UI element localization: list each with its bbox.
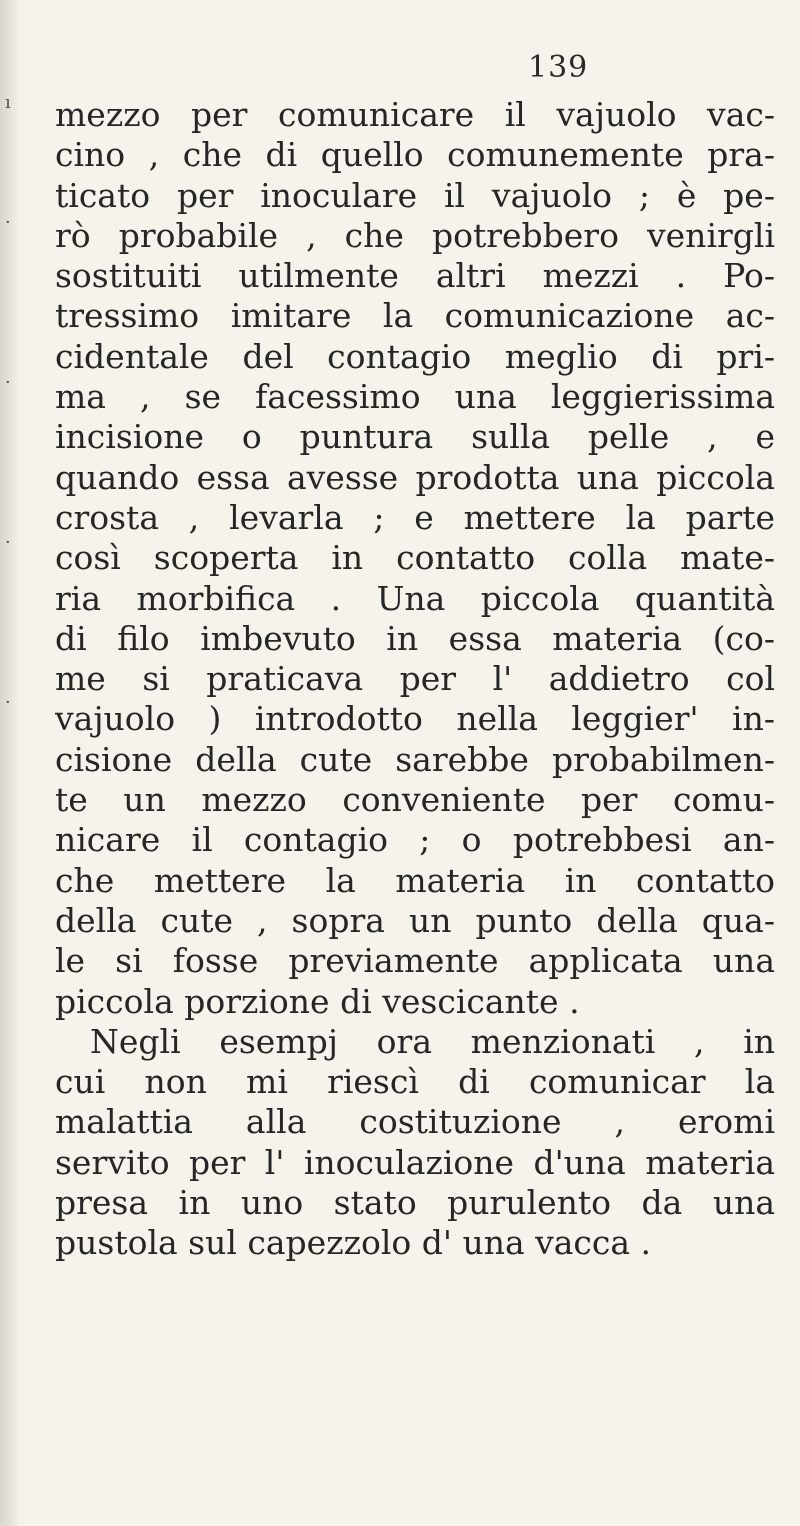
text-line: di filo imbevuto in essa materia (co- — [55, 618, 775, 658]
text-line: vajuolo ) introdotto nella leggier' in- — [55, 699, 775, 739]
text-line: tressimo imitare la comunicazione ac- — [55, 296, 775, 336]
text-line: cidentale del contagio meglio di pri- — [55, 336, 775, 376]
margin-mark: · — [5, 692, 11, 713]
margin-mark: · — [5, 212, 11, 233]
text-line: piccola porzione di vescicante . — [55, 981, 580, 1021]
page-number: 139 — [528, 50, 589, 85]
text-line: le si fosse previamente applicata una — [55, 941, 775, 981]
text-line: ria morbifica . Una piccola quantità — [55, 578, 775, 618]
text-line: me si praticava per l' addietro col — [55, 659, 775, 699]
text-line: incisione o puntura sulla pelle , e — [55, 417, 775, 457]
text-line: che mettere la materia in contatto — [55, 860, 775, 900]
text-line: della cute , sopra un punto della qua- — [55, 900, 775, 940]
text-line: cino , che di quello comunemente pra- — [55, 135, 775, 175]
text-line: servito per l' inoculazione d'una materia — [55, 1142, 775, 1182]
text-line: cui non mi riescì di comunicar la — [55, 1062, 775, 1102]
margin-mark: · — [5, 372, 11, 393]
text-line: Negli esempj ora menzionati , in — [90, 1021, 775, 1061]
body-text — [55, 95, 775, 1264]
text-line: quando essa avesse prodotta una piccola — [55, 457, 775, 497]
text-line: presa in uno stato purulento da una — [55, 1183, 775, 1223]
text-line: nicare il contagio ; o potrebbesi an- — [55, 820, 775, 860]
margin-mark: ı — [5, 92, 11, 113]
text-line: rò probabile , che potrebbero venirgli — [55, 215, 775, 255]
text-line: crosta , levarla ; e mettere la parte — [55, 497, 775, 537]
text-line: malattia alla costituzione , eromi — [55, 1102, 775, 1142]
text-line: te un mezzo conveniente per comu- — [55, 780, 775, 820]
text-line: mezzo per comunicare il vajuolo vac- — [55, 95, 775, 134]
text-line: sostituiti utilmente altri mezzi . Po- — [55, 256, 775, 296]
text-line: così scoperta in contatto colla mate- — [55, 538, 775, 578]
binding-gutter — [0, 0, 18, 1526]
text-line: ma , se facessimo una leggierissima — [55, 377, 775, 417]
text-line: pustola sul capezzolo d' una vacca . — [55, 1223, 652, 1263]
text-line: cisione della cute sarebbe probabilmen- — [55, 739, 775, 779]
text-line: ticato per inoculare il vajuolo ; è pe- — [55, 175, 775, 215]
margin-mark: · — [5, 532, 11, 553]
